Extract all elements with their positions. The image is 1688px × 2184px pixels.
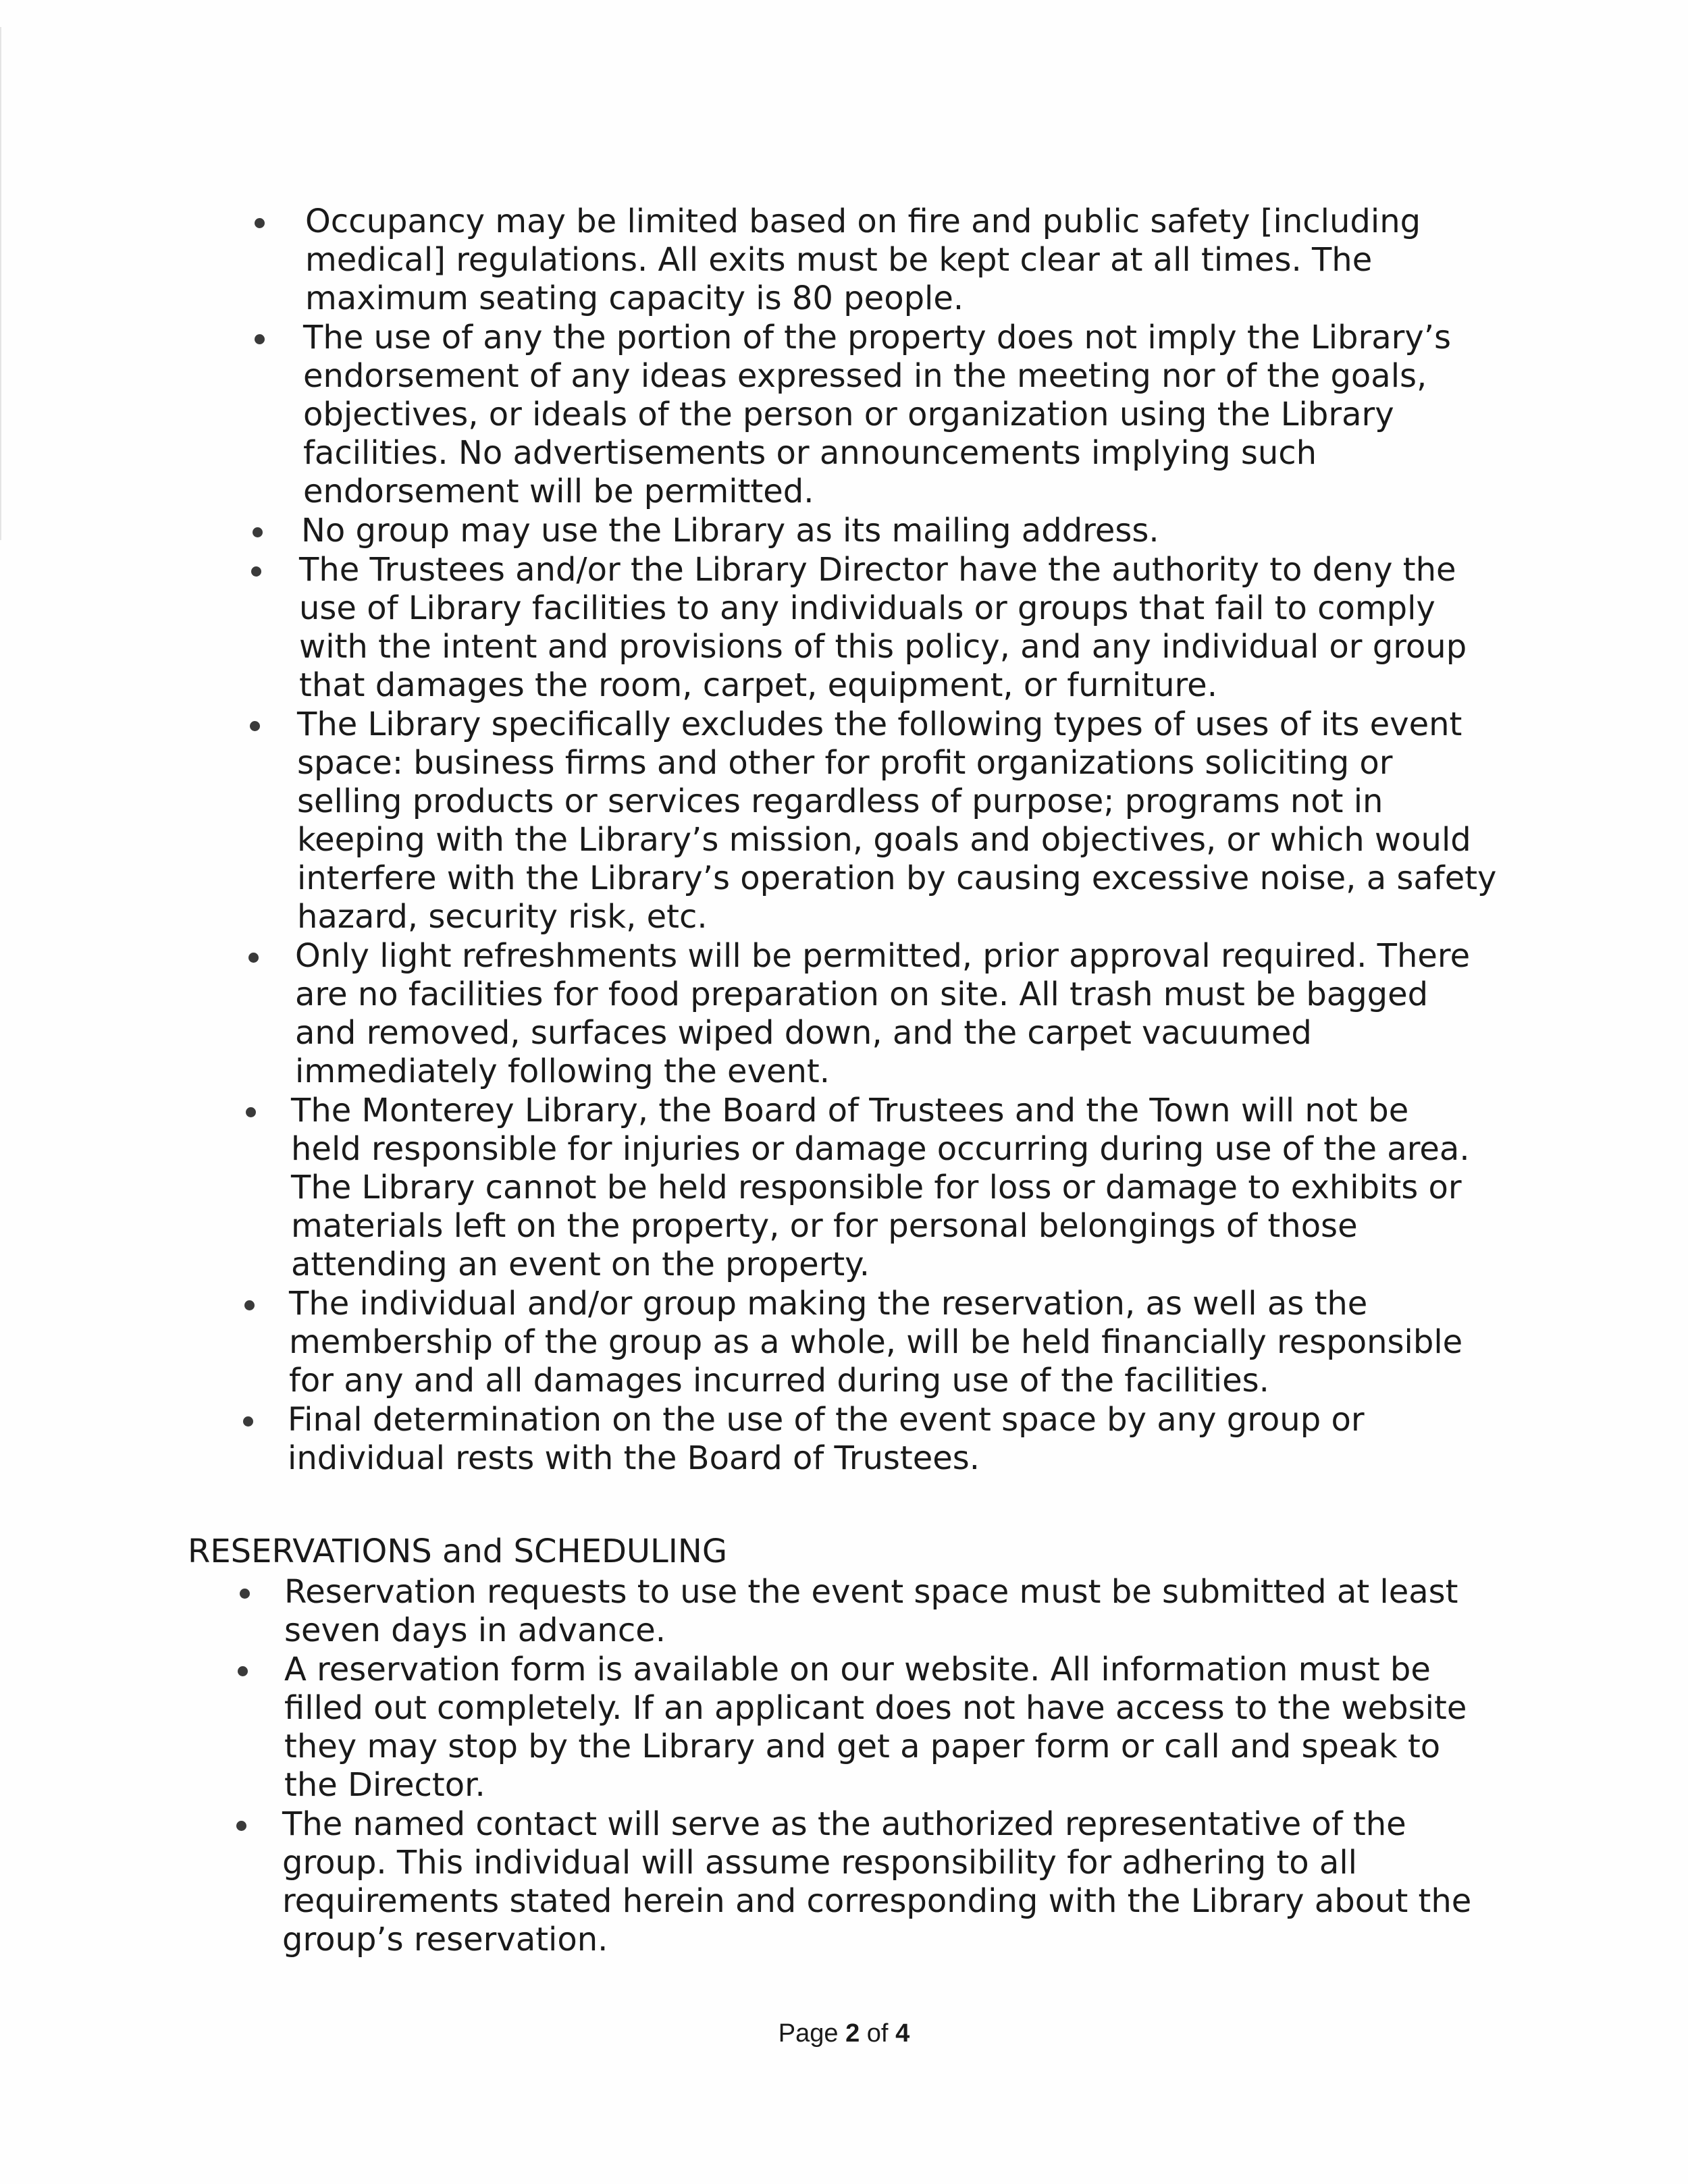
- list-item: [0, 551, 1688, 705]
- policy-item-occupancy: Occupancy may be limited based on fire and public safety [including medical] regulations. All exits must be kept clear at all times. The maximum seating capacity is 80 people.: [305, 203, 1421, 317]
- bullet-icon: [251, 566, 261, 577]
- footer-of-label: of: [866, 2019, 889, 2048]
- list-item: [0, 319, 1688, 511]
- reservation-item-contact: The named contact will serve as the authorized representative of the group. This individual will assume responsibility for adhering to all requirements stated herein and corresponding with the Library about the group’s reservation.: [282, 1805, 1472, 1959]
- list-item: [0, 1651, 1688, 1805]
- footer-page-number: 2: [845, 2019, 860, 2048]
- footer-page-label: Page: [778, 2019, 839, 2048]
- list-item: [0, 1285, 1688, 1400]
- list-item: [0, 1573, 1688, 1650]
- policy-item-damages: The individual and/or group making the reservation, as well as the membership of the group as a whole, will be held financially responsible for any and all damages incurred during use of the facilities.: [289, 1285, 1463, 1400]
- bullet-icon: [243, 1416, 253, 1427]
- list-item: [0, 1401, 1688, 1478]
- reservations-list: [0, 1573, 1688, 1960]
- bullet-icon: [246, 1107, 256, 1117]
- bullet-icon: [238, 1666, 248, 1676]
- policy-list: [0, 203, 1688, 1479]
- bullet-icon: [255, 334, 265, 344]
- policy-item-liability: The Monterey Library, the Board of Trustees and the Town will not be held responsible for injuries or damage occurring during use of the area. The Library cannot be held responsible for loss or damage to exhibits or materials left on the property, or for personal belongings of those attending an event on the property.: [291, 1092, 1470, 1283]
- list-item: [0, 937, 1688, 1091]
- bullet-icon: [244, 1300, 255, 1310]
- bullet-icon: [250, 721, 260, 731]
- list-item: [0, 203, 1688, 318]
- bullet-icon: [248, 953, 259, 963]
- policy-item-endorsement: The use of any the portion of the property does not imply the Library’s endorsement of any ideas expressed in the meeting nor of the goals, objectives, or ideals of the person or organization using the Library facilities. No advertisements or announcements implying such endorsement will be permitted.: [303, 319, 1452, 510]
- page-footer: [0, 2017, 1688, 2050]
- reservation-item-advance: Reservation requests to use the event space must be submitted at least seven days in advance.: [284, 1573, 1458, 1649]
- bullet-icon: [255, 218, 265, 228]
- policy-item-final-determination: Final determination on the use of the event space by any group or individual rests with the Board of Trustees.: [288, 1401, 1365, 1477]
- bullet-icon: [240, 1589, 250, 1599]
- list-item: [0, 512, 1688, 550]
- bullet-icon: [253, 527, 263, 537]
- bullet-icon: [236, 1821, 246, 1831]
- list-item: [0, 705, 1688, 936]
- policy-item-mailing-address: No group may use the Library as its mailing address.: [301, 512, 1159, 550]
- section-heading-reservations: RESERVATIONS and SCHEDULING: [188, 1533, 728, 1570]
- footer-page-total: 4: [895, 2019, 910, 2048]
- policy-item-exclusions: The Library specifically excludes the following types of uses of its event space: business firms and other for profit organizations soliciting or selling products or services regardless of purpose; programs not in keeping with the Library’s mission, goals and objectives, or which would interfere with the Library’s operation by causing excessive noise, a safety hazard, security risk, etc.: [297, 705, 1497, 936]
- policy-item-authority: The Trustees and/or the Library Director have the authority to deny the use of Library facilities to any individuals or groups that fail to comply with the intent and provisions of this policy, and any individual or group that damages the room, carpet, equipment, or furniture.: [299, 551, 1467, 704]
- list-item: [0, 1092, 1688, 1284]
- reservation-item-form: A reservation form is available on our website. All information must be filled out completely. If an applicant does not have access to the website they may stop by the Library and get a paper form or call and speak to the Director.: [284, 1651, 1467, 1804]
- list-item: [0, 1805, 1688, 1959]
- policy-item-refreshments: Only light refreshments will be permitted, prior approval required. There are no facilities for food preparation on site. All trash must be bagged and removed, surfaces wiped down, and the carpet vacuumed immediately following the event.: [295, 937, 1471, 1090]
